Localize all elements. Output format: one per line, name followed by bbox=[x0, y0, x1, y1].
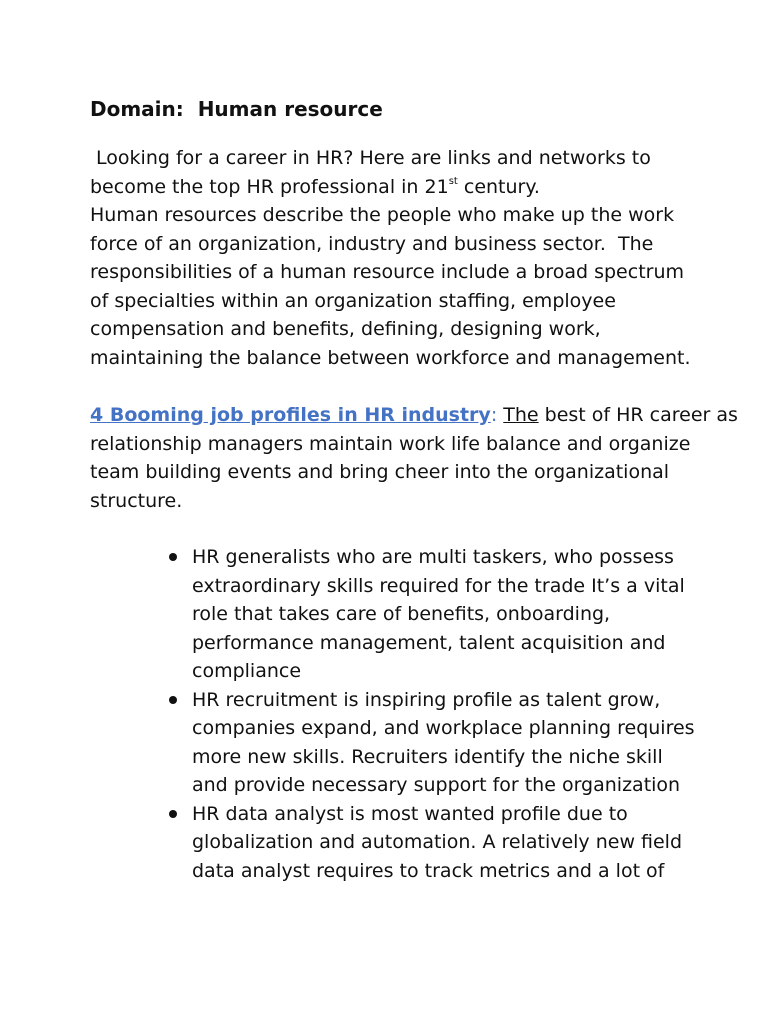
intro-line: compensation and benefits, defining, designing work, bbox=[90, 318, 601, 340]
document-heading: Domain: Human resource bbox=[90, 97, 383, 121]
underlined-word: The bbox=[503, 404, 539, 426]
bullet-icon bbox=[169, 553, 177, 561]
job-profiles-paragraph bbox=[90, 401, 738, 515]
job-profiles-link[interactable]: 4 Booming job profiles in HR industry bbox=[90, 404, 491, 426]
bullet-line: compliance bbox=[192, 660, 302, 682]
bullet-item-generalist bbox=[166, 543, 726, 686]
bullet-line: HR data analyst is most wanted profile due to bbox=[192, 802, 628, 825]
intro-line: Human resources describe the people who make up the work bbox=[90, 204, 675, 226]
bullet-line: HR generalists who are multi taskers, who possess bbox=[192, 546, 674, 568]
bullet-line: extraordinary skills required for the trade It’s a vital bbox=[192, 574, 685, 597]
bullet-item-data-analyst bbox=[166, 800, 726, 886]
job-profiles-line bbox=[90, 401, 738, 430]
intro-line: of specialties within an organization staffing, employee bbox=[90, 289, 616, 312]
intro-paragraph bbox=[90, 144, 690, 372]
bullet-line: and provide necessary support for the organization bbox=[192, 774, 681, 796]
bullet-icon bbox=[169, 696, 177, 704]
bullet-list bbox=[166, 543, 726, 885]
bullet-line: more new skills. Recruiters identify the niche skill bbox=[192, 745, 663, 768]
bullet-line: companies expand, and workplace planning requires bbox=[192, 717, 695, 739]
job-profiles-line: relationship managers maintain work life balance and organize bbox=[90, 432, 691, 455]
bullet-line: globalization and automation. A relatively new field bbox=[192, 831, 683, 853]
intro-line: maintaining the balance between workforce and management. bbox=[90, 346, 691, 369]
bullet-line: role that takes care of benefits, onboarding, bbox=[192, 603, 611, 625]
bullet-icon bbox=[169, 810, 177, 818]
intro-line-text: become the top HR professional in 21 bbox=[90, 175, 449, 198]
bullet-line: performance management, talent acquisition and bbox=[192, 631, 666, 654]
job-profiles-text: best of HR career as bbox=[538, 404, 738, 426]
job-profiles-line: structure. bbox=[90, 489, 183, 512]
intro-line bbox=[90, 173, 690, 202]
ordinal-superscript: st bbox=[448, 175, 458, 187]
intro-line: responsibilities of a human resource include a broad spectrum bbox=[90, 261, 685, 283]
bullet-line: HR recruitment is inspiring profile as talent grow, bbox=[192, 688, 661, 711]
link-colon: : bbox=[490, 404, 504, 426]
job-profiles-line: team building events and bring cheer into the organizational bbox=[90, 461, 670, 483]
intro-line-text: century. bbox=[457, 175, 540, 198]
bullet-line: data analyst requires to track metrics and a lot of bbox=[192, 859, 665, 882]
intro-line: force of an organization, industry and business sector. The bbox=[90, 232, 654, 255]
bullet-item-recruitment bbox=[166, 686, 726, 800]
intro-line: Looking for a career in HR? Here are links and networks to bbox=[90, 147, 651, 169]
